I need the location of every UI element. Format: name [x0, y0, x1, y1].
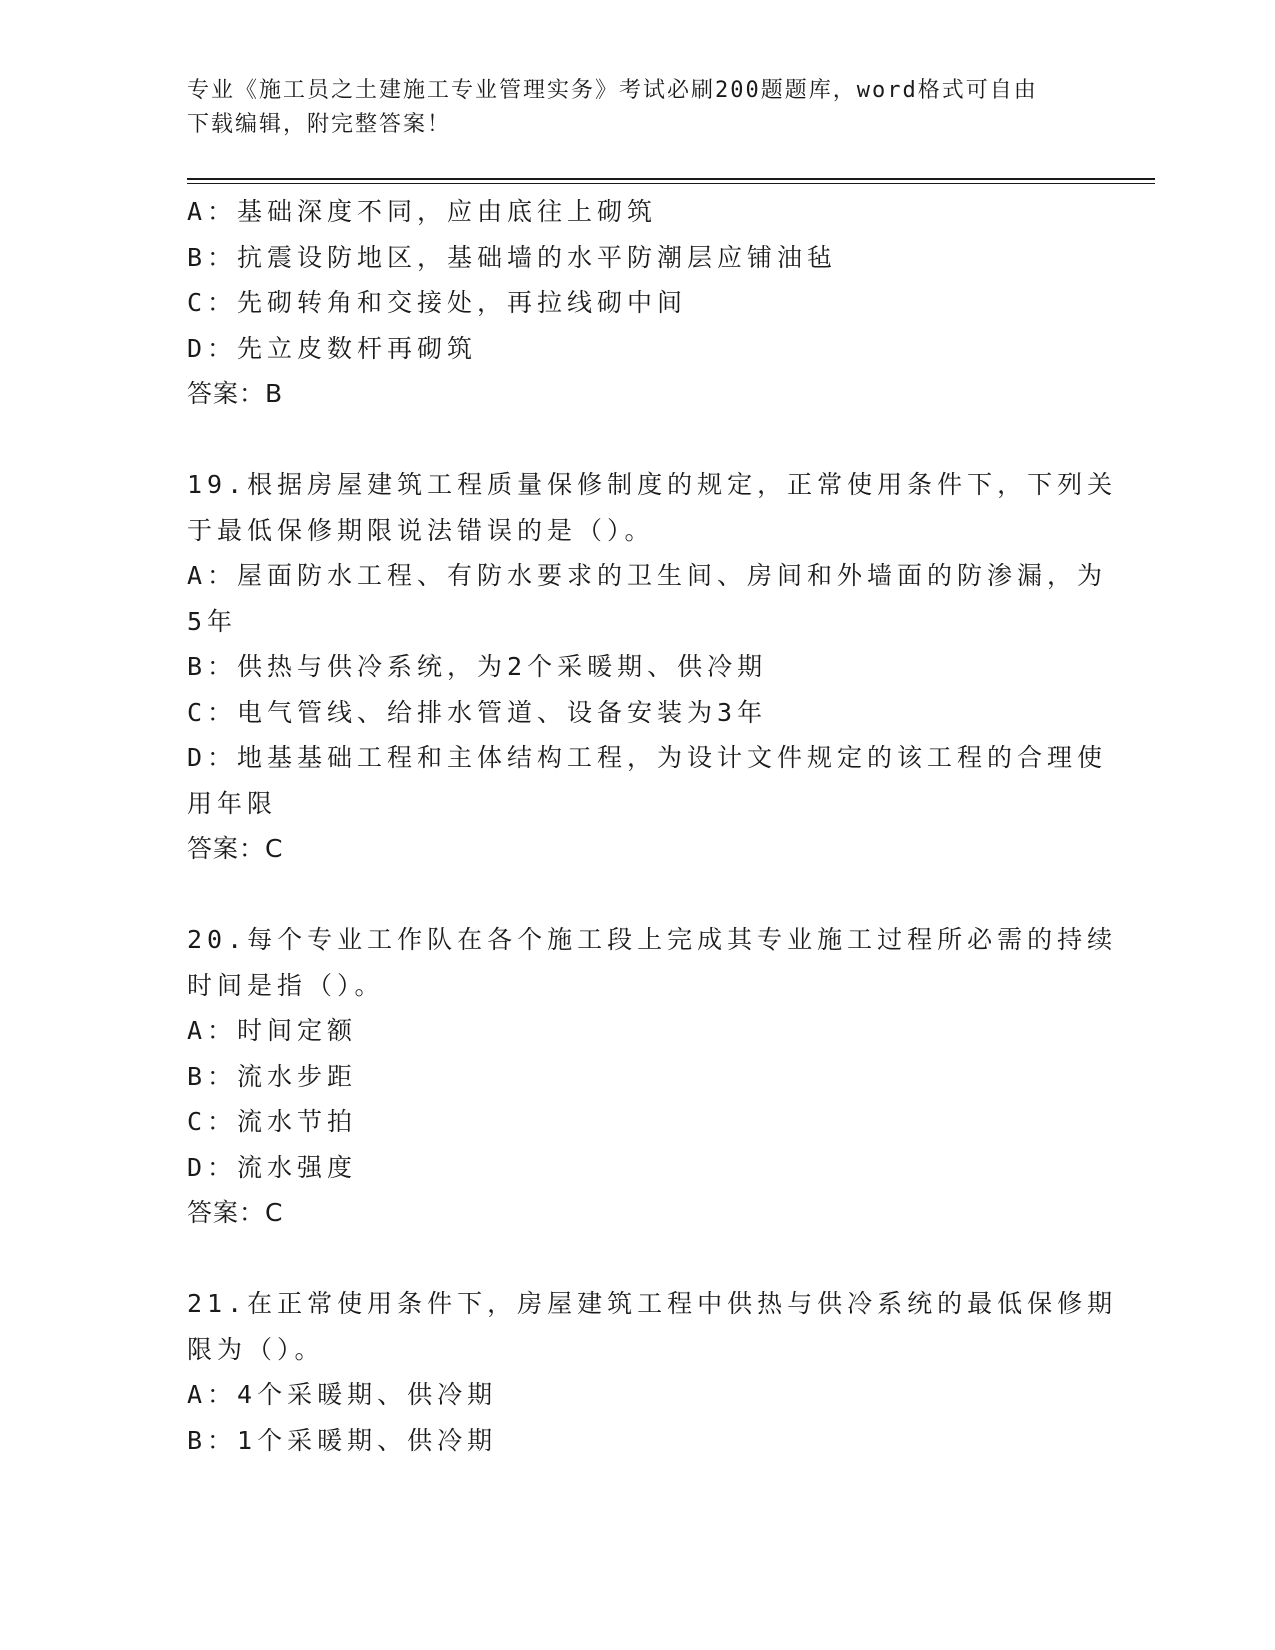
answer: 答案：B	[187, 379, 284, 408]
option-c: C：先砌转角和交接处，再拉线砌中间	[187, 288, 688, 317]
question-stem-continued: 限为（）。	[187, 1334, 325, 1364]
option-a: A：屋面防水工程、有防水要求的卫生间、房间和外墙面的防渗漏，为	[187, 561, 1108, 590]
option-c: C：流水节拍	[187, 1107, 358, 1136]
option-a: A：4个采暖期、供冷期	[187, 1380, 498, 1409]
question-stem: 19.根据房屋建筑工程质量保修制度的规定，正常使用条件下，下列关	[187, 470, 1118, 499]
header-divider	[187, 178, 1155, 184]
question-20	[187, 917, 1118, 1236]
question-18-tail	[187, 189, 1067, 417]
option-b: B：抗震设防地区，基础墙的水平防潮层应铺油毡	[187, 242, 838, 272]
question-stem-continued: 于最低保修期限说法错误的是（）。	[187, 515, 655, 545]
question-21	[187, 1281, 1118, 1463]
spacer	[187, 417, 1067, 463]
document-header	[187, 74, 1087, 142]
option-b: B：1个采暖期、供冷期	[187, 1425, 498, 1455]
option-d: D：流水强度	[187, 1152, 358, 1182]
question-stem: 20.每个专业工作队在各个施工段上完成其专业施工过程所必需的持续	[187, 925, 1118, 954]
answer: 答案：C	[187, 834, 284, 863]
header-line-2: 下载编辑，附完整答案！	[187, 112, 452, 137]
option-a: A：时间定额	[187, 1016, 358, 1045]
option-d: D：先立皮数杆再砌筑	[187, 333, 478, 363]
option-d-continued: 用年限	[187, 788, 278, 818]
header-line-1: 专业《施工员之土建施工专业管理实务》考试必刷200题题库，word格式可自由	[187, 78, 1038, 103]
option-b: B：流水步距	[187, 1061, 358, 1091]
question-stem-continued: 时间是指（）。	[187, 970, 385, 1000]
option-b: B：供热与供冷系统，为2个采暖期、供冷期	[187, 652, 768, 681]
answer: 答案：C	[187, 1198, 284, 1227]
option-d: D：地基基础工程和主体结构工程，为设计文件规定的该工程的合理使	[187, 743, 1108, 772]
spacer	[187, 872, 1067, 918]
question-19	[187, 462, 1118, 872]
question-stem: 21.在正常使用条件下，房屋建筑工程中供热与供冷系统的最低保修期	[187, 1289, 1118, 1318]
option-c: C：电气管线、给排水管道、设备安装为3年	[187, 697, 768, 727]
option-a: A：基础深度不同，应由底往上砌筑	[187, 197, 658, 226]
question-content	[187, 189, 1118, 1463]
option-a-continued: 5年	[187, 606, 238, 636]
spacer	[187, 1236, 1067, 1282]
